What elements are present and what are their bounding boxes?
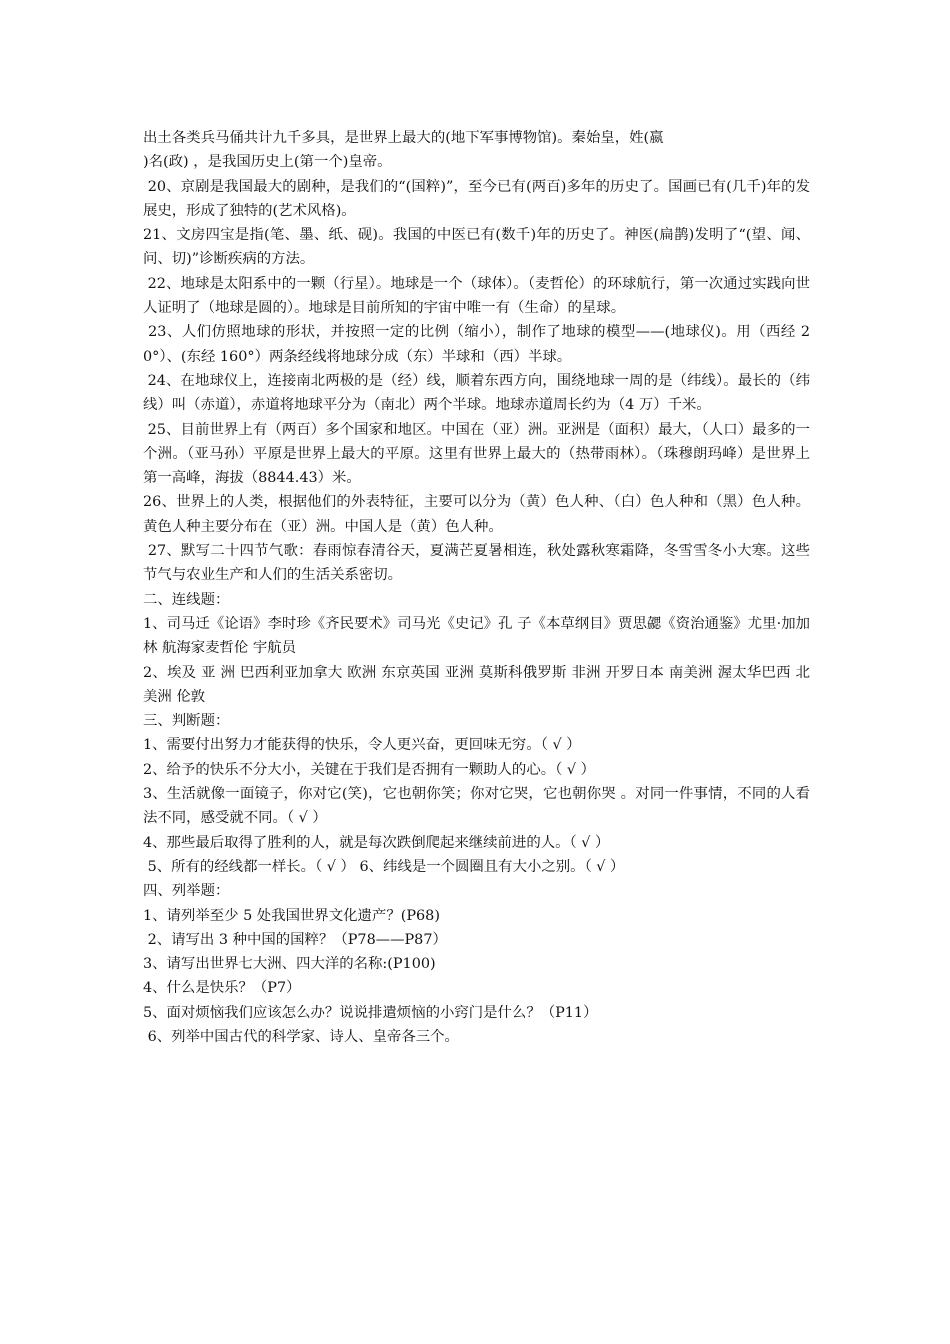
- section-heading-true-false: 三、判断题：: [143, 713, 230, 730]
- item-27-solar-terms: 27、默写二十四节气歌：春雨惊春清谷天，夏满芒夏暑相连，秋处露秋寒霜降，冬雪雪冬小大寒。这些节气与农业生产和人们的生活关系密切。: [143, 543, 810, 584]
- item-20-peking-opera: 20、京剧是我国最大的剧种，是我们的“(国粹)”，至今已有(两百)多年的历史了。国画已有(几千)年的发展史，形成了独特的(艺术风格)。: [143, 178, 811, 219]
- item-22-earth-planet: 22、地球是太阳系中的一颗（行星）。地球是一个（球体）。（麦哲伦）的环球航行，第一次通过实践向世人证明了（地球是圆的）。地球是目前所知的宇宙中唯一有（生命）的星球。: [143, 275, 810, 317]
- item-25-countries: 25、目前世界上有（两百）多个国家和地区。中国在（亚）洲。亚洲是（面积）最大，（人口）最多的一个洲。（亚马孙）平原是世界上最大的平原。这里有世界上最大的（热带雨林）。（珠穆朗玛峰）是世界上第一高峰，海拔（8844.43）米。: [143, 421, 810, 487]
- document-body: [143, 126, 810, 1049]
- listing-item-2: 2、请写出 3 种中国的国粹？（P78——P87）: [143, 931, 447, 948]
- listing-item-4: 4、什么是快乐？（P7）: [143, 980, 301, 997]
- matching-item-2: 2、埃及 亚 洲 巴西利亚加拿大 欧洲 东京英国 亚洲 莫斯科俄罗斯 非洲 开罗日本 南美洲 渥太华巴西 北美洲 伦敦: [143, 664, 810, 705]
- judgement-item-2: 2、给予的快乐不分大小，关键在于我们是否拥有一颗助人的心。（ √ ）: [143, 761, 595, 778]
- listing-item-5: 5、面对烦恼我们应该怎么办？说说排遣烦恼的小窍门是什么？（P11）: [143, 1004, 598, 1021]
- item-21-four-treasures: 21、文房四宝是指(笔、墨、纸、砚)。我国的中医已有(数千)年的历史了。神医(扁鹊)发明了“(望、闻、问、切)”诊断疾病的方法。: [143, 227, 810, 268]
- listing-item-3: 3、请写出世界七大洲、四大洋的名称:(P100): [143, 956, 436, 973]
- judgement-item-3: 3、生活就像一面镜子，你对它(笑)，它也朝你笑；你对它哭，它也朝你哭 。对同一件事情，不同的人看法不同，感受就不同。（ √ ）: [143, 786, 810, 827]
- text-line-intro-1: 出土各类兵马俑共计九千多具，是世界上最大的(地下军事博物馆)。秦始皇，姓(嬴: [143, 130, 664, 146]
- text-line-intro-2: )名(政) ，是我国历史上(第一个)皇帝。: [143, 154, 392, 171]
- judgement-item-5-6: 5、所有的经线都一样长。（ √ ） 6、纬线是一个圆圈且有大小之别。（ √ ）: [143, 858, 625, 875]
- listing-item-1: 1、请列举至少 5 处我国世界文化遗产？(P68): [143, 907, 440, 924]
- section-heading-matching: 二、连线题：: [143, 591, 230, 608]
- matching-item-1: 1、司马迁《论语》李时珍《齐民要术》司马光《史记》孔 子《本草纲目》贾思勰《资治通鉴》尤里·加加林 航海家麦哲伦 宇航员: [143, 615, 810, 657]
- item-24-meridians: 24、在地球仪上，连接南北两极的是（经）线，顺着东西方向，围绕地球一周的是（纬线）。最长的（纬线）叫（赤道），赤道将地球平分为（南北）两个半球。地球赤道周长约为（4 万）千米。: [143, 372, 810, 414]
- listing-item-6: 6、列举中国古代的科学家、诗人、皇帝各三个。: [143, 1028, 459, 1045]
- judgement-item-1: 1、需要付出努力才能获得的快乐，令人更兴奋，更回味无穷。（ √ ）: [143, 737, 581, 754]
- section-heading-listing: 四、列举题：: [143, 883, 230, 900]
- item-23-globe: 23、人们仿照地球的形状，并按照一定的比例（缩小），制作了地球的模型——(地球仪)。用（西经 20°）、(东经 160°）两条经线将地球分成（东）半球和（西）半球。: [143, 324, 810, 365]
- judgement-item-4: 4、那些最后取得了胜利的人，就是每次跌倒爬起来继续前进的人。（ √ ）: [143, 834, 610, 851]
- item-26-human-races: 26、世界上的人类，根据他们的外表特征，主要可以分为（黄）色人种、（白）色人种和（黑）色人种。黄色人种主要分布在（亚）洲。中国人是（黄）色人种。: [143, 494, 810, 535]
